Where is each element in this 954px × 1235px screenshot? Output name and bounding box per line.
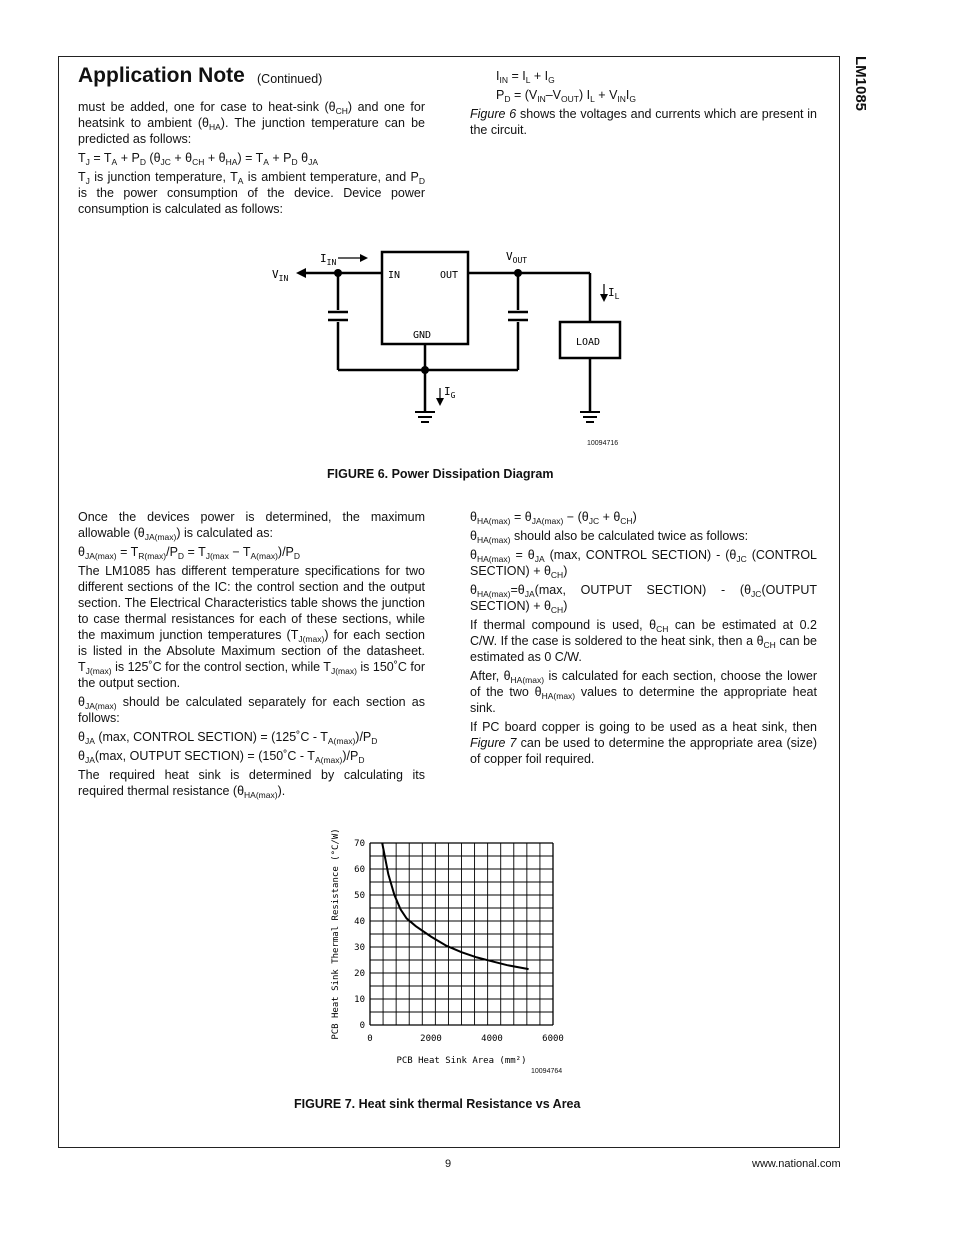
paragraph: The LM1085 has different temperature specifications for two different sections of the IC: the control section and the output section. The Electrical Characteristics table shows the junction to case thermal resistances for each of these sections, while the maximum junction temperatures $(T_{J(max)})$ for each section is listed in the Absolute Maximum section of the datasheet. $T_{J(max)}$ is 125˚C for the control section, while $T_{J(max)}$ is 150˚C for the output section. <box>78 564 426 690</box>
theta-ja-equation: $\theta_{JA(max)} = T_{R(max)}/P_D = T_{J(max} - T_{A(max)})/P_D$ <box>78 545 301 561</box>
output-section-equation: $\theta_{JA}(\max$, OUTPUT SECTION) = (150˚C - $T_{A(max)})/P_D$ <box>78 749 365 765</box>
theta-ha-equation: $\theta_{HA(max)} = \theta_{JA(max)} - (\theta_{JC} + \theta_{CH})$ <box>470 510 637 526</box>
paragraph: Once the devices power is determined, the maximum allowable $(\theta_{JA(max)})$ is calculated as: <box>78 510 425 542</box>
x-tick-label: 6000 <box>542 1034 564 1044</box>
vin-label: $V_{IN}$ <box>272 268 289 283</box>
il-label: $I_L$ <box>608 286 620 301</box>
theta-ha-output-equation: $\theta_{HA(max)}=\theta_{JA}(\max$, OUTPUT SECTION) - ($\theta_{JC}(OUTPUT$ SECTION) + $\theta_{CH}$) <box>470 583 817 615</box>
page-title: Application Note <box>78 64 245 87</box>
series-line <box>382 843 528 969</box>
figure7-id: 10094764 <box>531 1068 563 1075</box>
y-tick-label: 0 <box>359 1021 365 1031</box>
x-tick-label: 4000 <box>481 1034 503 1044</box>
x-axis-label: PCB Heat Sink Area (mm²) <box>396 1056 527 1066</box>
paragraph: The required heat sink is determined by calculating its required thermal resistance $(\theta_{HA(max)})$. <box>78 768 425 800</box>
y-tick-label: 50 <box>354 891 365 901</box>
ig-label: $I_G$ <box>444 385 456 400</box>
y-tick-label: 20 <box>354 969 365 979</box>
paragraph: Figure 6 shows the voltages and currents which are present in the circuit. <box>470 107 818 137</box>
in-pin-label: IN <box>388 270 401 281</box>
mid-left-column <box>78 509 425 802</box>
paragraph: $\theta_{JA(max)}$ should be calculated separately for each section as follows: <box>78 695 425 725</box>
top-left-column <box>78 99 425 220</box>
paragraph: $T_J$ is junction temperature, $T_A$ is ambient temperature, and $P_D$ is the power consumption of the device. Device power consumption is calculated as follows: <box>78 170 425 216</box>
mid-right-column <box>470 509 817 770</box>
paragraph: If PC board copper is going to be used as a heat sink, then Figure 7 can be used to determine the appropriate area (size) of copper foil required. <box>470 720 817 766</box>
power-equation: $P_D = (V_{IN}-V_{OUT}) I_L + V_{IN}I_G$ <box>496 88 637 104</box>
power-dissipation-diagram <box>260 240 660 450</box>
top-right-column <box>470 68 817 141</box>
paragraph: $\theta_{HA(max)}$ should also be calculated twice as follows: <box>470 529 749 545</box>
paragraph: must be added, one for case to heat-sink $(\theta_{CH})$ and one for heatsink to ambient $(\theta_{HA})$. The junction temperature can be predicted as follows: <box>78 100 425 146</box>
y-tick-label: 60 <box>354 865 365 875</box>
y-tick-label: 30 <box>354 943 365 953</box>
thermal-resistance-chart <box>320 825 580 1070</box>
figure6-id: 10094716 <box>587 440 619 447</box>
continued-label: (Continued) <box>257 72 323 86</box>
y-tick-label: 10 <box>354 995 365 1005</box>
figure7-caption: FIGURE 7. Heat sink thermal Resistance vs Area <box>294 1097 581 1111</box>
y-axis-label: PCB Heat Sink Thermal Resistance (°C/W) <box>331 828 341 1040</box>
x-tick-label: 0 <box>367 1034 373 1044</box>
y-tick-label: 40 <box>354 917 365 927</box>
page-number: 9 <box>445 1158 452 1170</box>
x-tick-label: 2000 <box>420 1034 442 1044</box>
control-section-equation: $\theta_{JA}$ (max, CONTROL SECTION) = (125˚C - $T_{A(max)})/P_D$ <box>78 730 378 746</box>
iin-label: $I_{IN}$ <box>320 252 337 267</box>
current-equation: $I_{IN} = I_L + I_G$ <box>496 69 555 85</box>
y-tick-label: 70 <box>354 839 365 849</box>
figure6-caption: FIGURE 6. Power Dissipation Diagram <box>327 467 554 481</box>
side-title: LM1085 <box>852 56 869 112</box>
junction-temp-equation: $T_J = T_A + P_D$ $(\theta_{JC} + \theta_{CH} + \theta_{HA}) = T_A + P_D$ $\theta_{JA}$ <box>78 151 319 167</box>
site-url: www.national.com <box>752 1158 841 1170</box>
vout-label: $V_{OUT}$ <box>506 250 528 265</box>
paragraph: After, $\theta_{HA(max)}$ is calculated for each section, choose the lower of the two $\theta_{HA(max)}$ values to determine the appropriate heat sink. <box>470 669 817 715</box>
theta-ha-control-equation: $\theta_{HA(max)} = \theta_{JA}$ (max, CONTROL SECTION) - ($\theta_{JC}$ (CONTROL SECTION) + $\theta_{CH}$) <box>470 548 818 580</box>
out-pin-label: OUT <box>440 270 459 281</box>
load-label: LOAD <box>576 337 601 348</box>
gnd-pin-label: GND <box>413 330 432 341</box>
paragraph: If thermal compound is used, $\theta_{CH}$ can be estimated at 0.2 C/W. If the case is soldered to the heat sink, then a $\theta_{CH}$ can be estimated as 0 C/W. <box>470 618 817 664</box>
